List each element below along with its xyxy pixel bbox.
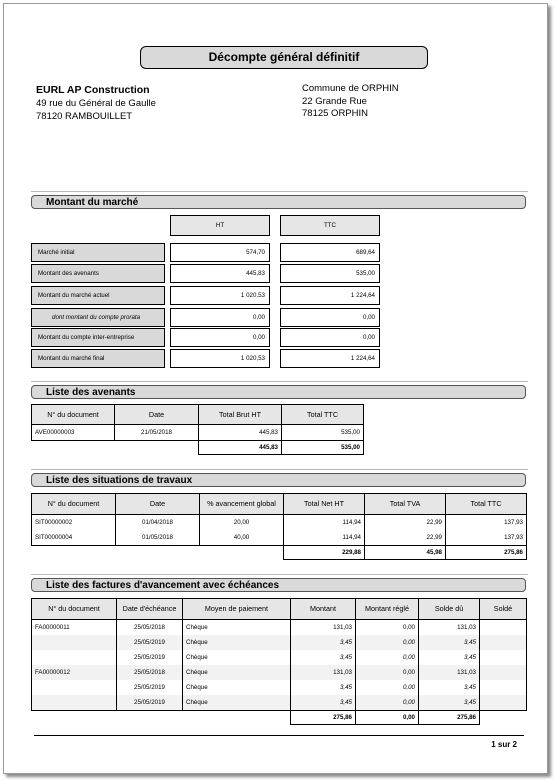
factures-cell: 3,45 <box>291 680 356 695</box>
marche-row-ttc: 0,00 <box>280 308 380 327</box>
factures-cell: 0,00 <box>356 620 419 636</box>
factures-cell: Chèque <box>183 680 291 695</box>
factures-col-header: Moyen de paiement <box>183 599 291 620</box>
factures-cell <box>480 620 527 636</box>
situations-cell: SIT00000004 <box>32 530 116 546</box>
factures-cell <box>480 650 527 665</box>
page-indicator: 1 sur 2 <box>491 740 517 749</box>
situations-total-spacer <box>32 546 116 560</box>
factures-cell: 0,00 <box>356 665 419 680</box>
factures-cell <box>32 695 117 711</box>
situations-cell: 114,94 <box>284 515 365 531</box>
situations-total-spacer <box>116 546 200 560</box>
factures-cell: 25/05/2019 <box>117 635 183 650</box>
factures-cell: Chèque <box>183 695 291 711</box>
situations-row <box>32 515 527 531</box>
avenants-col-header: Total TTC <box>282 405 364 425</box>
factures-totals-row <box>32 711 527 725</box>
factures-cell: 131,03 <box>419 620 480 636</box>
avenants-cell: AVE00000003 <box>32 425 115 441</box>
factures-col-header: Date d'échéance <box>117 599 183 620</box>
section-divider <box>31 381 528 382</box>
marche-row-ht: 0,00 <box>170 308 270 327</box>
factures-total-spacer <box>183 711 291 725</box>
factures-col-header: Solde dû <box>419 599 480 620</box>
factures-row <box>32 695 527 711</box>
situations-cell: SIT00000002 <box>32 515 116 531</box>
situations-col-header: Date <box>116 494 200 515</box>
factures-cell: 3,45 <box>419 695 480 711</box>
avenants-cell: 21/05/2018 <box>115 425 199 441</box>
marche-row-label: dont montant du compte prorata <box>31 308 165 327</box>
factures-total-cell: 275,86 <box>419 711 480 725</box>
marche-row-ht: 445,83 <box>170 264 270 283</box>
factures-cell: 3,45 <box>291 695 356 711</box>
factures-cell: 3,45 <box>419 680 480 695</box>
factures-cell: Chèque <box>183 650 291 665</box>
situations-total-cell: 275,86 <box>446 546 527 560</box>
marche-row-ttc: 535,00 <box>280 264 380 283</box>
marche-header-ht: HT <box>170 215 270 236</box>
factures-cell: 0,00 <box>356 695 419 711</box>
factures-cell: 25/05/2019 <box>117 680 183 695</box>
footer-divider <box>34 735 524 736</box>
section-title-avenants: Liste des avenants <box>31 385 526 399</box>
situations-total-spacer <box>200 546 284 560</box>
situations-col-header: % avancement global <box>200 494 284 515</box>
factures-cell <box>32 680 117 695</box>
factures-cell <box>480 635 527 650</box>
recipient-name: Commune de ORPHIN <box>302 83 399 94</box>
document-title: Décompte général définitif <box>140 46 428 69</box>
marche-row-ttc: 1 224,64 <box>280 349 380 368</box>
recipient-street: 22 Grande Rue <box>302 95 367 107</box>
avenants-col-header: Date <box>115 405 199 425</box>
factures-cell: 0,00 <box>356 680 419 695</box>
marche-row-ht: 1 020,53 <box>170 286 270 305</box>
situations-row <box>32 530 527 546</box>
sender-street: 49 rue du Général de Gaulle <box>36 98 156 109</box>
marche-row-ttc: 689,64 <box>280 243 380 262</box>
factures-row <box>32 650 527 665</box>
avenants-table <box>31 404 364 455</box>
avenants-cell: 445,83 <box>199 425 282 441</box>
factures-total-spacer <box>480 711 527 725</box>
situations-col-header: N° du document <box>32 494 116 515</box>
factures-cell: Chèque <box>183 635 291 650</box>
factures-cell <box>32 635 117 650</box>
avenants-row <box>32 425 364 441</box>
factures-cell: Chèque <box>183 665 291 680</box>
factures-total-cell: 275,86 <box>291 711 356 725</box>
factures-cell <box>32 650 117 665</box>
factures-cell: 131,03 <box>291 620 356 636</box>
factures-total-spacer <box>32 711 117 725</box>
avenants-total-spacer <box>115 441 199 455</box>
situations-totals-row <box>32 546 527 560</box>
situations-total-cell: 229,88 <box>284 546 365 560</box>
marche-row-label: Montant des avenants <box>31 264 165 283</box>
factures-col-header: N° du document <box>32 599 117 620</box>
factures-row <box>32 635 527 650</box>
situations-cell: 22,99 <box>365 515 446 531</box>
factures-cell <box>480 680 527 695</box>
factures-cell: 131,03 <box>419 665 480 680</box>
avenants-total-cell: 535,00 <box>282 441 364 455</box>
situations-col-header: Total TVA <box>365 494 446 515</box>
situations-col-header: Total TTC <box>446 494 527 515</box>
factures-col-header: Montant réglé <box>356 599 419 620</box>
factures-cell: 25/05/2019 <box>117 695 183 711</box>
factures-total-cell: 0,00 <box>356 711 419 725</box>
factures-row <box>32 620 527 636</box>
factures-cell: 25/05/2018 <box>117 620 183 636</box>
recipient-city: 78125 ORPHIN <box>302 108 369 119</box>
section-title-situations: Liste des situations de travaux <box>31 473 526 487</box>
section-title-marche: Montant du marché <box>31 195 526 209</box>
factures-table <box>31 598 527 725</box>
avenants-col-header: Total Brut HT <box>199 405 282 425</box>
avenants-totals-row <box>32 441 364 455</box>
factures-cell: FA00000012 <box>32 665 117 680</box>
marche-row-label: Montant du compte inter-entreprise <box>31 328 165 347</box>
avenants-col-header: N° du document <box>32 405 115 425</box>
factures-cell: Chèque <box>183 620 291 636</box>
factures-cell: FA00000011 <box>32 620 117 636</box>
situations-cell: 22,99 <box>365 530 446 546</box>
situations-total-cell: 45,98 <box>365 546 446 560</box>
sender-name: EURL AP Construction <box>36 84 150 96</box>
section-title-factures: Liste des factures d'avancement avec échéances <box>31 578 526 592</box>
factures-col-header: Soldé <box>480 599 527 620</box>
situations-cell: 137,93 <box>446 530 527 546</box>
marche-row-label: Montant du marché final <box>31 349 165 368</box>
situations-cell: 114,94 <box>284 530 365 546</box>
section-divider <box>31 574 528 575</box>
marche-row-ht: 574,70 <box>170 243 270 262</box>
factures-cell: 25/05/2019 <box>117 650 183 665</box>
avenants-cell: 535,00 <box>282 425 364 441</box>
situations-cell: 40,00 <box>200 530 284 546</box>
situations-cell: 20,00 <box>200 515 284 531</box>
sender-city: 78120 RAMBOUILLET <box>36 111 133 122</box>
avenants-total-spacer <box>32 441 115 455</box>
factures-col-header: Montant <box>291 599 356 620</box>
factures-row <box>32 680 527 695</box>
section-divider <box>31 191 528 192</box>
situations-cell: 01/05/2018 <box>116 530 200 546</box>
avenants-total-cell: 445,83 <box>199 441 282 455</box>
situations-col-header: Total Net HT <box>284 494 365 515</box>
factures-cell: 0,00 <box>356 650 419 665</box>
factures-cell: 25/05/2018 <box>117 665 183 680</box>
factures-cell <box>480 695 527 711</box>
section-divider <box>31 469 528 470</box>
marche-row-ttc: 0,00 <box>280 328 380 347</box>
marche-row-ht: 0,00 <box>170 328 270 347</box>
marche-row-ht: 1 020,53 <box>170 349 270 368</box>
marche-row-ttc: 1 224,64 <box>280 286 380 305</box>
factures-cell: 131,03 <box>291 665 356 680</box>
situations-cell: 01/04/2018 <box>116 515 200 531</box>
factures-cell: 3,45 <box>419 650 480 665</box>
factures-cell <box>480 665 527 680</box>
document-page <box>3 3 548 774</box>
factures-cell: 3,45 <box>291 635 356 650</box>
marche-row-label: Marché initial <box>31 243 165 262</box>
marche-header-ttc: TTC <box>280 215 380 236</box>
recipient-address <box>302 83 399 121</box>
sender-address <box>36 84 156 123</box>
situations-cell: 137,93 <box>446 515 527 531</box>
factures-cell: 3,45 <box>291 650 356 665</box>
situations-table <box>31 493 527 560</box>
factures-cell: 3,45 <box>419 635 480 650</box>
factures-cell: 0,00 <box>356 635 419 650</box>
factures-row <box>32 665 527 680</box>
factures-total-spacer <box>117 711 183 725</box>
marche-row-label: Montant du marché actuel <box>31 286 165 305</box>
